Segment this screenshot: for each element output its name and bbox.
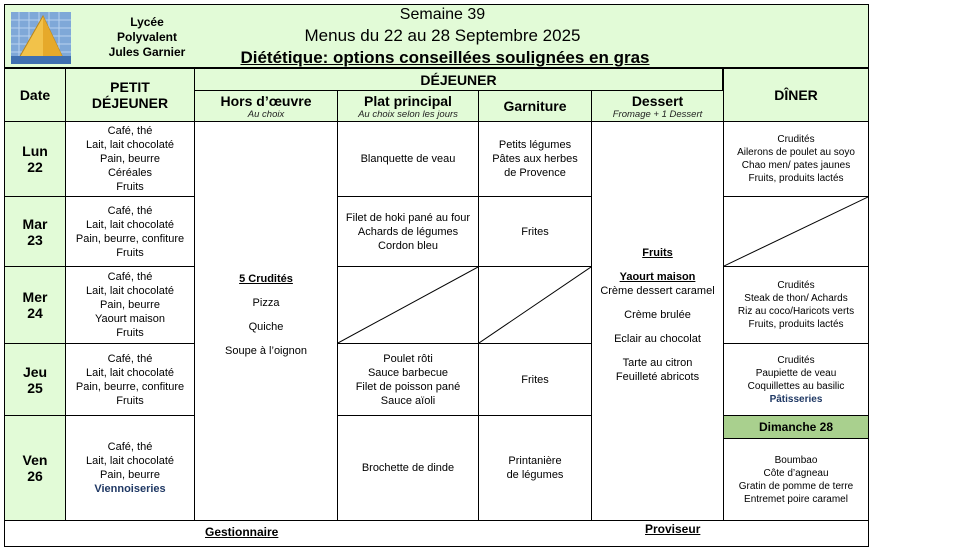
signature-gestionnaire: Gestionnaire xyxy=(205,525,279,539)
day-name: Mar xyxy=(22,215,48,232)
diner-cell-lun xyxy=(723,121,869,197)
day-number: 22 xyxy=(27,159,43,175)
day-number: 25 xyxy=(27,379,43,396)
menu-item: Pain, beurre xyxy=(100,469,160,481)
empty-cell-diagonal xyxy=(479,267,591,343)
column-header-petit-dejeuner xyxy=(65,68,195,122)
dejeuner-header-label: DÉJEUNER xyxy=(420,71,497,88)
hors-oeuvre-highlight: 5 Crudités xyxy=(239,273,293,285)
school-name-line-1: Lycée xyxy=(130,14,164,29)
menu-item: Riz au coco/Haricots verts xyxy=(737,306,855,317)
menu-item: Frites xyxy=(521,373,549,386)
diner-cell-mar-empty xyxy=(723,196,869,267)
week-title: Semaine 39 xyxy=(399,6,486,23)
menu-item: Crudités xyxy=(777,280,815,291)
menu-item: Poulet rôti xyxy=(383,352,433,365)
menu-item: Gratin de pomme de terre xyxy=(738,480,854,492)
diner-header-label: DÎNER xyxy=(774,87,818,103)
breakfast-cell-jeu xyxy=(65,343,195,416)
school-name-line-3: Jules Garnier xyxy=(108,44,186,59)
menu-item: Fruits xyxy=(116,181,144,193)
hors-oeuvre-header-label: Hors d’œuvre xyxy=(220,92,312,109)
garniture-cell-lun xyxy=(478,121,592,197)
day-name: Mer xyxy=(22,289,48,305)
breakfast-cell-lun xyxy=(65,121,195,197)
dessert-cell xyxy=(591,121,724,521)
dessert-header-label: Dessert xyxy=(631,92,684,109)
day-cell-lun xyxy=(4,121,66,197)
menu-item: Cordon bleu xyxy=(378,239,438,252)
day-cell-mer xyxy=(4,266,66,344)
garniture-cell-ven xyxy=(478,415,592,521)
menu-item: Yaourt maison xyxy=(94,313,166,325)
column-header-garniture xyxy=(478,90,592,122)
menu-item: Céréales xyxy=(107,167,153,179)
menu-item-special: Viennoiseries xyxy=(94,483,166,495)
menu-item: Frites xyxy=(521,225,549,238)
diet-note: Diététique: options conseillées soulignées en gras xyxy=(240,48,650,67)
sunday-label: Dimanche 28 xyxy=(758,420,834,434)
hors-oeuvre-header-sub: Au choix xyxy=(247,108,285,120)
menu-item: Entremet poire caramel xyxy=(744,493,848,505)
menu-item: Pain, beurre xyxy=(100,299,160,311)
column-header-date xyxy=(4,68,66,122)
menu-item: Filet de hoki pané au four xyxy=(345,211,471,224)
menu-item: Crudités xyxy=(777,134,815,145)
menu-item: Fruits xyxy=(116,327,144,339)
menu-item: Sauce aïoli xyxy=(380,394,436,407)
school-name-line-2: Polyvalent xyxy=(116,29,178,44)
plat-cell-mar xyxy=(337,196,479,267)
menu-item: Steak de thon/ Achards xyxy=(744,293,848,304)
plat-cell-ven xyxy=(337,415,479,521)
column-header-diner xyxy=(723,68,869,122)
menu-item: Crème brulée xyxy=(624,309,691,321)
menu-item: Lait, lait chocolaté xyxy=(85,285,175,297)
column-header-dejeuner xyxy=(194,68,723,91)
column-header-dessert xyxy=(591,90,724,122)
plat-header-sub: Au choix selon les jours xyxy=(358,108,458,120)
menu-item: Café, thé xyxy=(107,125,153,137)
garniture-cell-jeu xyxy=(478,343,592,416)
menu-item: Blanquette de veau xyxy=(360,153,456,165)
petit-dejeuner-header-line-2: DÉJEUNER xyxy=(91,95,169,111)
menu-item: Café, thé xyxy=(107,204,153,217)
sunday-label-cell xyxy=(723,415,869,439)
plat-cell-jeu xyxy=(337,343,479,416)
menu-item: de légumes xyxy=(506,469,564,481)
dessert-header-sub: Fromage + 1 Dessert xyxy=(612,108,703,120)
menu-item: Café, thé xyxy=(107,441,153,453)
menu-item: Café, thé xyxy=(107,271,153,283)
menu-item-special: Pâtisseries xyxy=(769,393,823,405)
menu-item: Crudités xyxy=(777,354,815,366)
menu-item: Ailerons de poulet au soyo xyxy=(737,147,855,158)
diner-cell-mer xyxy=(723,266,869,344)
menu-item: Eclair au chocolat xyxy=(614,333,701,345)
menu-item: Crème dessert caramel xyxy=(600,285,715,297)
menu-item: Côte d’agneau xyxy=(763,467,829,479)
menu-item: Pizza xyxy=(252,297,280,309)
dessert-highlight-yaourt: Yaourt maison xyxy=(619,271,696,283)
menu-item: Printanière xyxy=(508,455,562,467)
menu-item: Café, thé xyxy=(107,352,153,365)
breakfast-cell-mer xyxy=(65,266,195,344)
menu-item: Pain, beurre, confiture xyxy=(75,380,185,393)
garniture-cell-mar xyxy=(478,196,592,267)
menu-item: Lait, lait chocolaté xyxy=(85,139,175,151)
menu-item: Coquillettes au basilic xyxy=(747,380,845,392)
menu-item: Fruits, produits lactés xyxy=(748,173,844,184)
empty-cell-diagonal xyxy=(338,267,478,343)
breakfast-cell-mar xyxy=(65,196,195,267)
menu-item: Sauce barbecue xyxy=(367,366,449,379)
garniture-cell-mer-empty xyxy=(478,266,592,344)
menu-item: Achards de légumes xyxy=(357,225,459,238)
footer-row xyxy=(4,520,869,547)
menu-item: Pain, beurre, confiture xyxy=(75,232,185,245)
day-cell-ven xyxy=(4,415,66,521)
garniture-header-label: Garniture xyxy=(503,98,567,114)
menu-item: de Provence xyxy=(504,167,566,179)
menu-item: Paupiette de veau xyxy=(755,367,837,379)
menu-item: Quiche xyxy=(248,321,284,333)
menu-item: Feuilleté abricots xyxy=(615,371,700,383)
day-name: Ven xyxy=(22,452,48,468)
menu-item: Tarte au citron xyxy=(622,357,693,369)
sunday-menu-cell xyxy=(723,438,869,521)
hors-oeuvre-cell xyxy=(194,121,338,521)
menu-item: Fruits xyxy=(116,394,144,407)
menu-item: Pain, beurre xyxy=(100,153,160,165)
menu-item: Fruits xyxy=(116,246,144,259)
date-header-label: Date xyxy=(19,87,51,103)
menu-item: Lait, lait chocolaté xyxy=(85,455,175,467)
empty-cell-diagonal xyxy=(724,197,868,266)
diner-cell-jeu xyxy=(723,343,869,416)
menu-item: Filet de poisson pané xyxy=(355,380,461,393)
day-cell-jeu xyxy=(4,343,66,416)
menu-item: Boumbao xyxy=(774,454,818,466)
plat-cell-mer-empty xyxy=(337,266,479,344)
day-number: 26 xyxy=(27,468,43,484)
plat-header-label: Plat principal xyxy=(364,92,452,109)
plat-cell-lun xyxy=(337,121,479,197)
school-logo xyxy=(11,12,71,64)
menu-item: Pâtes aux herbes xyxy=(492,153,578,165)
day-cell-mar xyxy=(4,196,66,267)
column-header-hors-oeuvre xyxy=(194,90,338,122)
menu-item: Soupe à l’oignon xyxy=(225,345,307,357)
column-header-plat xyxy=(337,90,479,122)
menu-item: Lait, lait chocolaté xyxy=(85,218,175,231)
day-number: 23 xyxy=(27,231,43,248)
dessert-highlight-fruits: Fruits xyxy=(642,247,673,259)
day-number: 24 xyxy=(27,305,43,321)
menu-item: Petits légumes xyxy=(498,139,572,151)
petit-dejeuner-header-line-1: PETIT xyxy=(110,79,150,95)
day-name: Jeu xyxy=(22,363,48,380)
dates-title: Menus du 22 au 28 Septembre 2025 xyxy=(304,26,581,45)
menu-item: Lait, lait chocolaté xyxy=(85,366,175,379)
menu-item: Chao men/ pates jaunes xyxy=(741,160,851,171)
day-name: Lun xyxy=(22,143,48,159)
menu-item: Brochette de dinde xyxy=(361,462,455,474)
menu-item: Fruits, produits lactés xyxy=(748,319,844,330)
breakfast-cell-ven xyxy=(65,415,195,521)
school-name xyxy=(92,14,202,60)
signature-proviseur: Proviseur xyxy=(645,522,701,536)
